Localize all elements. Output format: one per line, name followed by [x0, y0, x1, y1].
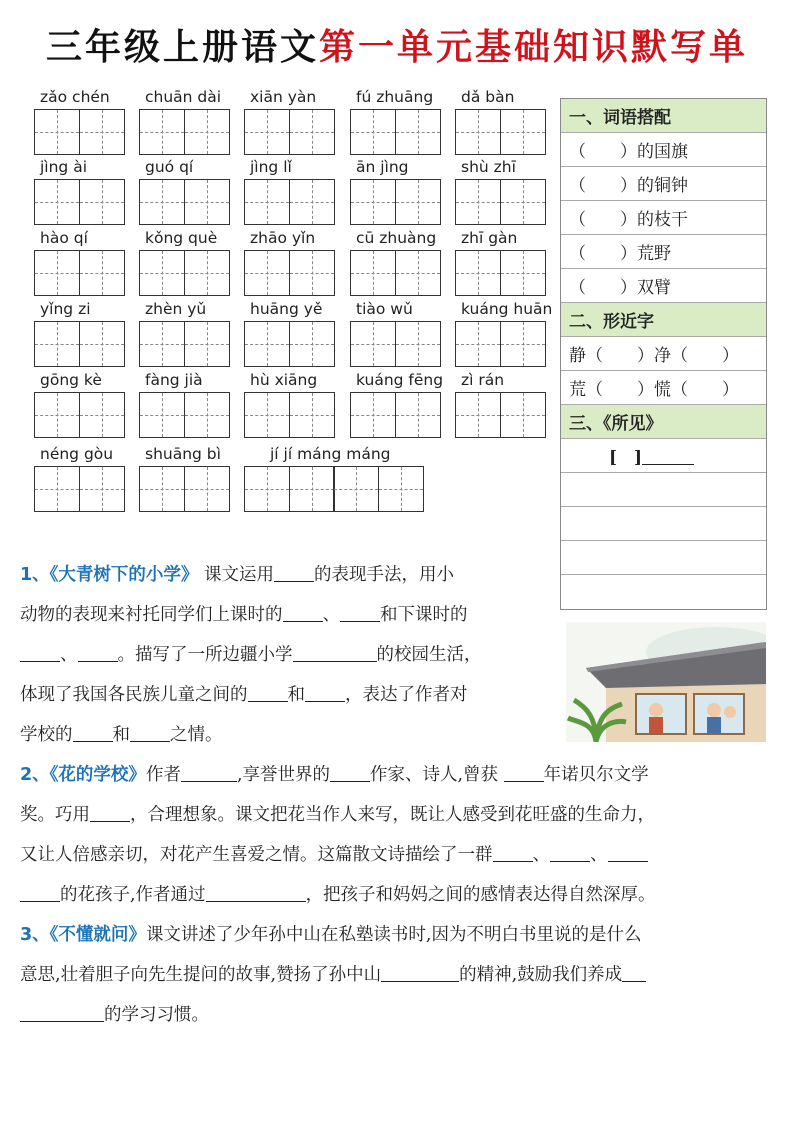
- tianzige-cell[interactable]: [395, 109, 441, 155]
- pinyin-label: guó qí: [145, 158, 194, 176]
- q2-text: ，把孩子和妈妈之间的感情表达得自然深厚。: [305, 885, 656, 905]
- pinyin-label: hù xiāng: [250, 371, 318, 389]
- writing-grid[interactable]: [244, 466, 422, 512]
- blank[interactable]: [340, 602, 380, 622]
- writing-grid[interactable]: [455, 109, 544, 155]
- blank[interactable]: [130, 722, 170, 742]
- pinyin-label: fú zhuāng: [356, 88, 434, 106]
- q2-text: ，合理想象。课文把花当作人来写，既让人感受到花旺盛的生命力，: [130, 805, 655, 825]
- writing-grid[interactable]: [244, 321, 333, 367]
- tianzige-cell[interactable]: [139, 466, 185, 512]
- q1-text: 的校园生活，: [376, 645, 482, 665]
- word-match-item[interactable]: （ ）的国旗: [561, 133, 766, 167]
- q1-text: 和: [112, 725, 130, 745]
- writing-grid[interactable]: [34, 466, 123, 512]
- pinyin-label: xiān yàn: [250, 88, 317, 106]
- q1-text: 的表现手法，用小: [314, 565, 455, 585]
- blank[interactable]: [293, 642, 377, 662]
- tianzige-cell[interactable]: [79, 321, 125, 367]
- writing-grid[interactable]: [455, 321, 544, 367]
- writing-grid[interactable]: [139, 321, 228, 367]
- tianzige-cell[interactable]: [79, 392, 125, 438]
- tianzige-cell[interactable]: [139, 392, 185, 438]
- tianzige-cell[interactable]: [34, 392, 80, 438]
- tianzige-cell[interactable]: [184, 466, 230, 512]
- pinyin-label: yǐng zi: [40, 300, 91, 318]
- tianzige-cell[interactable]: [34, 321, 80, 367]
- poem-line[interactable]: [561, 541, 766, 575]
- tianzige-cell[interactable]: [139, 250, 185, 296]
- writing-grid[interactable]: [350, 250, 439, 296]
- writing-grid[interactable]: [139, 392, 228, 438]
- question-1: [20, 555, 550, 755]
- tianzige-cell[interactable]: [455, 109, 501, 155]
- similar-char-item[interactable]: 静（ ）净（ ）: [561, 337, 766, 371]
- tianzige-cell[interactable]: [139, 179, 185, 225]
- q1-text: 和: [287, 685, 305, 705]
- pinyin-label: ān jìng: [356, 158, 409, 176]
- section-poem: 三、《所见》: [561, 405, 766, 439]
- pinyin-label: shuāng bì: [145, 445, 221, 463]
- tianzige-cell[interactable]: [289, 392, 335, 438]
- blank[interactable]: [73, 722, 113, 742]
- pinyin-label: cū zhuàng: [356, 229, 437, 247]
- tianzige-cell[interactable]: [184, 109, 230, 155]
- pinyin-label: kuáng huān: [461, 300, 553, 318]
- tianzige-cell[interactable]: [184, 250, 230, 296]
- pinyin-label: zhèn yǔ: [145, 300, 207, 318]
- word-match-item[interactable]: （ ）的铜钟: [561, 167, 766, 201]
- q2-text: 作家、诗人,曾获: [370, 765, 499, 785]
- blank[interactable]: [20, 882, 60, 902]
- blank[interactable]: [283, 602, 323, 622]
- title-part2: 第一单元基础知识默写单: [319, 27, 749, 68]
- writing-grid[interactable]: [139, 109, 228, 155]
- writing-grid[interactable]: [34, 250, 123, 296]
- tianzige-cell[interactable]: [184, 321, 230, 367]
- writing-grid[interactable]: [34, 109, 123, 155]
- poem-line[interactable]: [561, 473, 766, 507]
- blank[interactable]: [608, 842, 648, 862]
- pinyin-label: néng gòu: [40, 445, 114, 463]
- page-title: [0, 26, 794, 69]
- tianzige-cell[interactable]: [455, 179, 501, 225]
- tianzige-cell[interactable]: [244, 321, 290, 367]
- q1-text: 学校的: [20, 725, 73, 745]
- tianzige-cell[interactable]: [455, 321, 501, 367]
- pinyin-label: dǎ bàn: [461, 88, 515, 106]
- tianzige-cell[interactable]: [500, 179, 546, 225]
- q3-text: 的精神,鼓励我们养成: [459, 965, 623, 985]
- q1-text: 和下课时的: [380, 605, 468, 625]
- tianzige-cell[interactable]: [289, 250, 335, 296]
- writing-grid[interactable]: [34, 321, 123, 367]
- writing-grid[interactable]: [455, 179, 544, 225]
- poem-title-row[interactable]: [561, 439, 766, 473]
- q1-text: 。描写了一所边疆小学: [117, 645, 293, 665]
- blank[interactable]: [493, 842, 533, 862]
- pinyin-label: huāng yě: [250, 300, 323, 318]
- pinyin-label: zhāo yǐn: [250, 229, 316, 247]
- q1-text: 、: [322, 605, 340, 625]
- tianzige-cell[interactable]: [79, 250, 125, 296]
- word-match-item[interactable]: （ ）双臂: [561, 269, 766, 303]
- tianzige-cell[interactable]: [350, 250, 396, 296]
- tianzige-cell[interactable]: [79, 179, 125, 225]
- tianzige-cell[interactable]: [244, 109, 290, 155]
- writing-grid[interactable]: [350, 109, 439, 155]
- tianzige-cell[interactable]: [350, 321, 396, 367]
- blank[interactable]: [20, 1002, 104, 1022]
- q2-text: 作者: [145, 765, 181, 785]
- blank[interactable]: [504, 762, 544, 782]
- blank[interactable]: [274, 562, 314, 582]
- tianzige-cell[interactable]: [395, 321, 441, 367]
- q1-text: ，表达了作者对: [345, 685, 468, 705]
- blank[interactable]: [181, 762, 237, 782]
- tianzige-cell[interactable]: [34, 179, 80, 225]
- q1-text: 动物的表现来衬托同学们上课时的: [20, 605, 283, 625]
- pinyin-label: jìng lǐ: [250, 158, 292, 176]
- tianzige-cell[interactable]: [500, 321, 546, 367]
- writing-grid[interactable]: [244, 392, 333, 438]
- q2-text: 又让人倍感亲切，对花产生喜爱之情。这篇散文诗描绘了一群: [20, 845, 493, 865]
- blank[interactable]: [381, 962, 459, 982]
- title-part1: 三年级上册语文: [45, 27, 319, 68]
- poem-line[interactable]: [561, 575, 766, 609]
- q3-text: 的学习习惯。: [104, 1005, 209, 1025]
- writing-grid[interactable]: [350, 179, 439, 225]
- writing-grid[interactable]: [350, 392, 439, 438]
- tianzige-cell[interactable]: [34, 109, 80, 155]
- tianzige-cell[interactable]: [289, 466, 335, 512]
- q3-text: 意思,壮着胆子向先生提问的故事,赞扬了孙中山: [20, 965, 382, 985]
- tianzige-cell[interactable]: [244, 179, 290, 225]
- tianzige-cell[interactable]: [395, 250, 441, 296]
- q1-text: 课文运用: [204, 565, 275, 585]
- q3-text: 课文讲述了少年孙中山在私塾读书时,因为不明白书里说的是什么: [145, 925, 642, 945]
- tianzige-cell[interactable]: [244, 466, 290, 512]
- tianzige-cell[interactable]: [455, 392, 501, 438]
- blank[interactable]: [206, 882, 306, 902]
- writing-grid[interactable]: [34, 392, 123, 438]
- pinyin-label: kǒng què: [145, 229, 218, 247]
- question-3: [20, 915, 780, 1035]
- q1-text: 之情。: [170, 725, 223, 745]
- writing-grid[interactable]: [34, 179, 123, 225]
- tianzige-cell[interactable]: [350, 392, 396, 438]
- tianzige-cell[interactable]: [79, 109, 125, 155]
- tianzige-cell[interactable]: [79, 466, 125, 512]
- tianzige-cell[interactable]: [500, 392, 546, 438]
- writing-grid[interactable]: [244, 250, 333, 296]
- pinyin-grid-area: [34, 88, 554, 518]
- tianzige-cell[interactable]: [500, 109, 546, 155]
- pinyin-label: fàng jià: [145, 371, 203, 389]
- writing-grid[interactable]: [244, 179, 333, 225]
- section-similar-chars: 二、形近字: [561, 303, 766, 337]
- tianzige-cell[interactable]: [244, 250, 290, 296]
- pinyin-label: shù zhī: [461, 158, 516, 176]
- pinyin-label: tiào wǔ: [356, 300, 413, 318]
- pinyin-label: kuáng fēng: [356, 371, 444, 389]
- tianzige-cell[interactable]: [500, 250, 546, 296]
- q2-text: 的花孩子,作者通过: [60, 885, 206, 905]
- q2-text: 、: [590, 845, 608, 865]
- writing-grid[interactable]: [244, 109, 333, 155]
- q3-heading: 3、《不懂就问》: [20, 925, 146, 945]
- q2-heading: 2、《花的学校》: [20, 765, 146, 785]
- blank[interactable]: [90, 802, 130, 822]
- poem-line[interactable]: [561, 507, 766, 541]
- pinyin-label: chuān dài: [145, 88, 222, 106]
- writing-grid[interactable]: [455, 250, 544, 296]
- q2-text: 、: [532, 845, 550, 865]
- blank[interactable]: [248, 682, 288, 702]
- tianzige-cell[interactable]: [350, 109, 396, 155]
- tianzige-cell[interactable]: [34, 250, 80, 296]
- section-word-match: 一、词语搭配: [561, 99, 766, 133]
- tianzige-cell[interactable]: [333, 466, 379, 512]
- q2-text: ,享誉世界的: [236, 765, 330, 785]
- similar-char-item[interactable]: 荒（ ）慌（ ）: [561, 371, 766, 405]
- tianzige-cell[interactable]: [139, 109, 185, 155]
- blank[interactable]: [330, 762, 370, 782]
- q1-text: 、: [60, 645, 78, 665]
- writing-grid[interactable]: [139, 250, 228, 296]
- writing-grid[interactable]: [139, 179, 228, 225]
- tianzige-cell[interactable]: [184, 392, 230, 438]
- tianzige-cell[interactable]: [184, 179, 230, 225]
- tianzige-cell[interactable]: [289, 179, 335, 225]
- word-match-item[interactable]: （ ）荒野: [561, 235, 766, 269]
- word-match-item[interactable]: （ ）的枝干: [561, 201, 766, 235]
- q1-text: 体现了我国各民族儿童之间的: [20, 685, 248, 705]
- tianzige-cell[interactable]: [34, 466, 80, 512]
- q2-text: 年诺贝尔文学: [543, 765, 649, 785]
- pinyin-label: jìng ài: [40, 158, 88, 176]
- writing-grid[interactable]: [139, 466, 228, 512]
- pinyin-label: jí jí máng máng: [270, 445, 391, 463]
- tianzige-cell[interactable]: [289, 109, 335, 155]
- tianzige-cell[interactable]: [395, 179, 441, 225]
- writing-grid[interactable]: [350, 321, 439, 367]
- school-roof-illustration: [566, 622, 766, 742]
- right-exercise-table: [560, 98, 767, 610]
- pinyin-label: zì rán: [461, 371, 505, 389]
- pinyin-label: hào qí: [40, 229, 88, 247]
- blank[interactable]: [78, 642, 118, 662]
- q1-heading: 1、《大青树下的小学》: [20, 565, 199, 585]
- blank[interactable]: [305, 682, 345, 702]
- poem-bracket: [ ]: [609, 448, 643, 468]
- tianzige-cell[interactable]: [455, 250, 501, 296]
- tianzige-cell[interactable]: [139, 321, 185, 367]
- pinyin-label: gōng kè: [40, 371, 102, 389]
- pinyin-label: zǎo chén: [40, 88, 110, 106]
- blank[interactable]: [550, 842, 590, 862]
- tianzige-cell[interactable]: [244, 392, 290, 438]
- poem-blank[interactable]: [642, 447, 694, 465]
- tianzige-cell[interactable]: [395, 392, 441, 438]
- question-2: [20, 755, 780, 915]
- blank[interactable]: [622, 962, 646, 982]
- tianzige-cell[interactable]: [350, 179, 396, 225]
- q2-text: 奖。巧用: [20, 805, 90, 825]
- tianzige-cell[interactable]: [289, 321, 335, 367]
- blank[interactable]: [20, 642, 60, 662]
- tianzige-cell[interactable]: [378, 466, 424, 512]
- writing-grid[interactable]: [455, 392, 544, 438]
- pinyin-label: zhī gàn: [461, 229, 518, 247]
